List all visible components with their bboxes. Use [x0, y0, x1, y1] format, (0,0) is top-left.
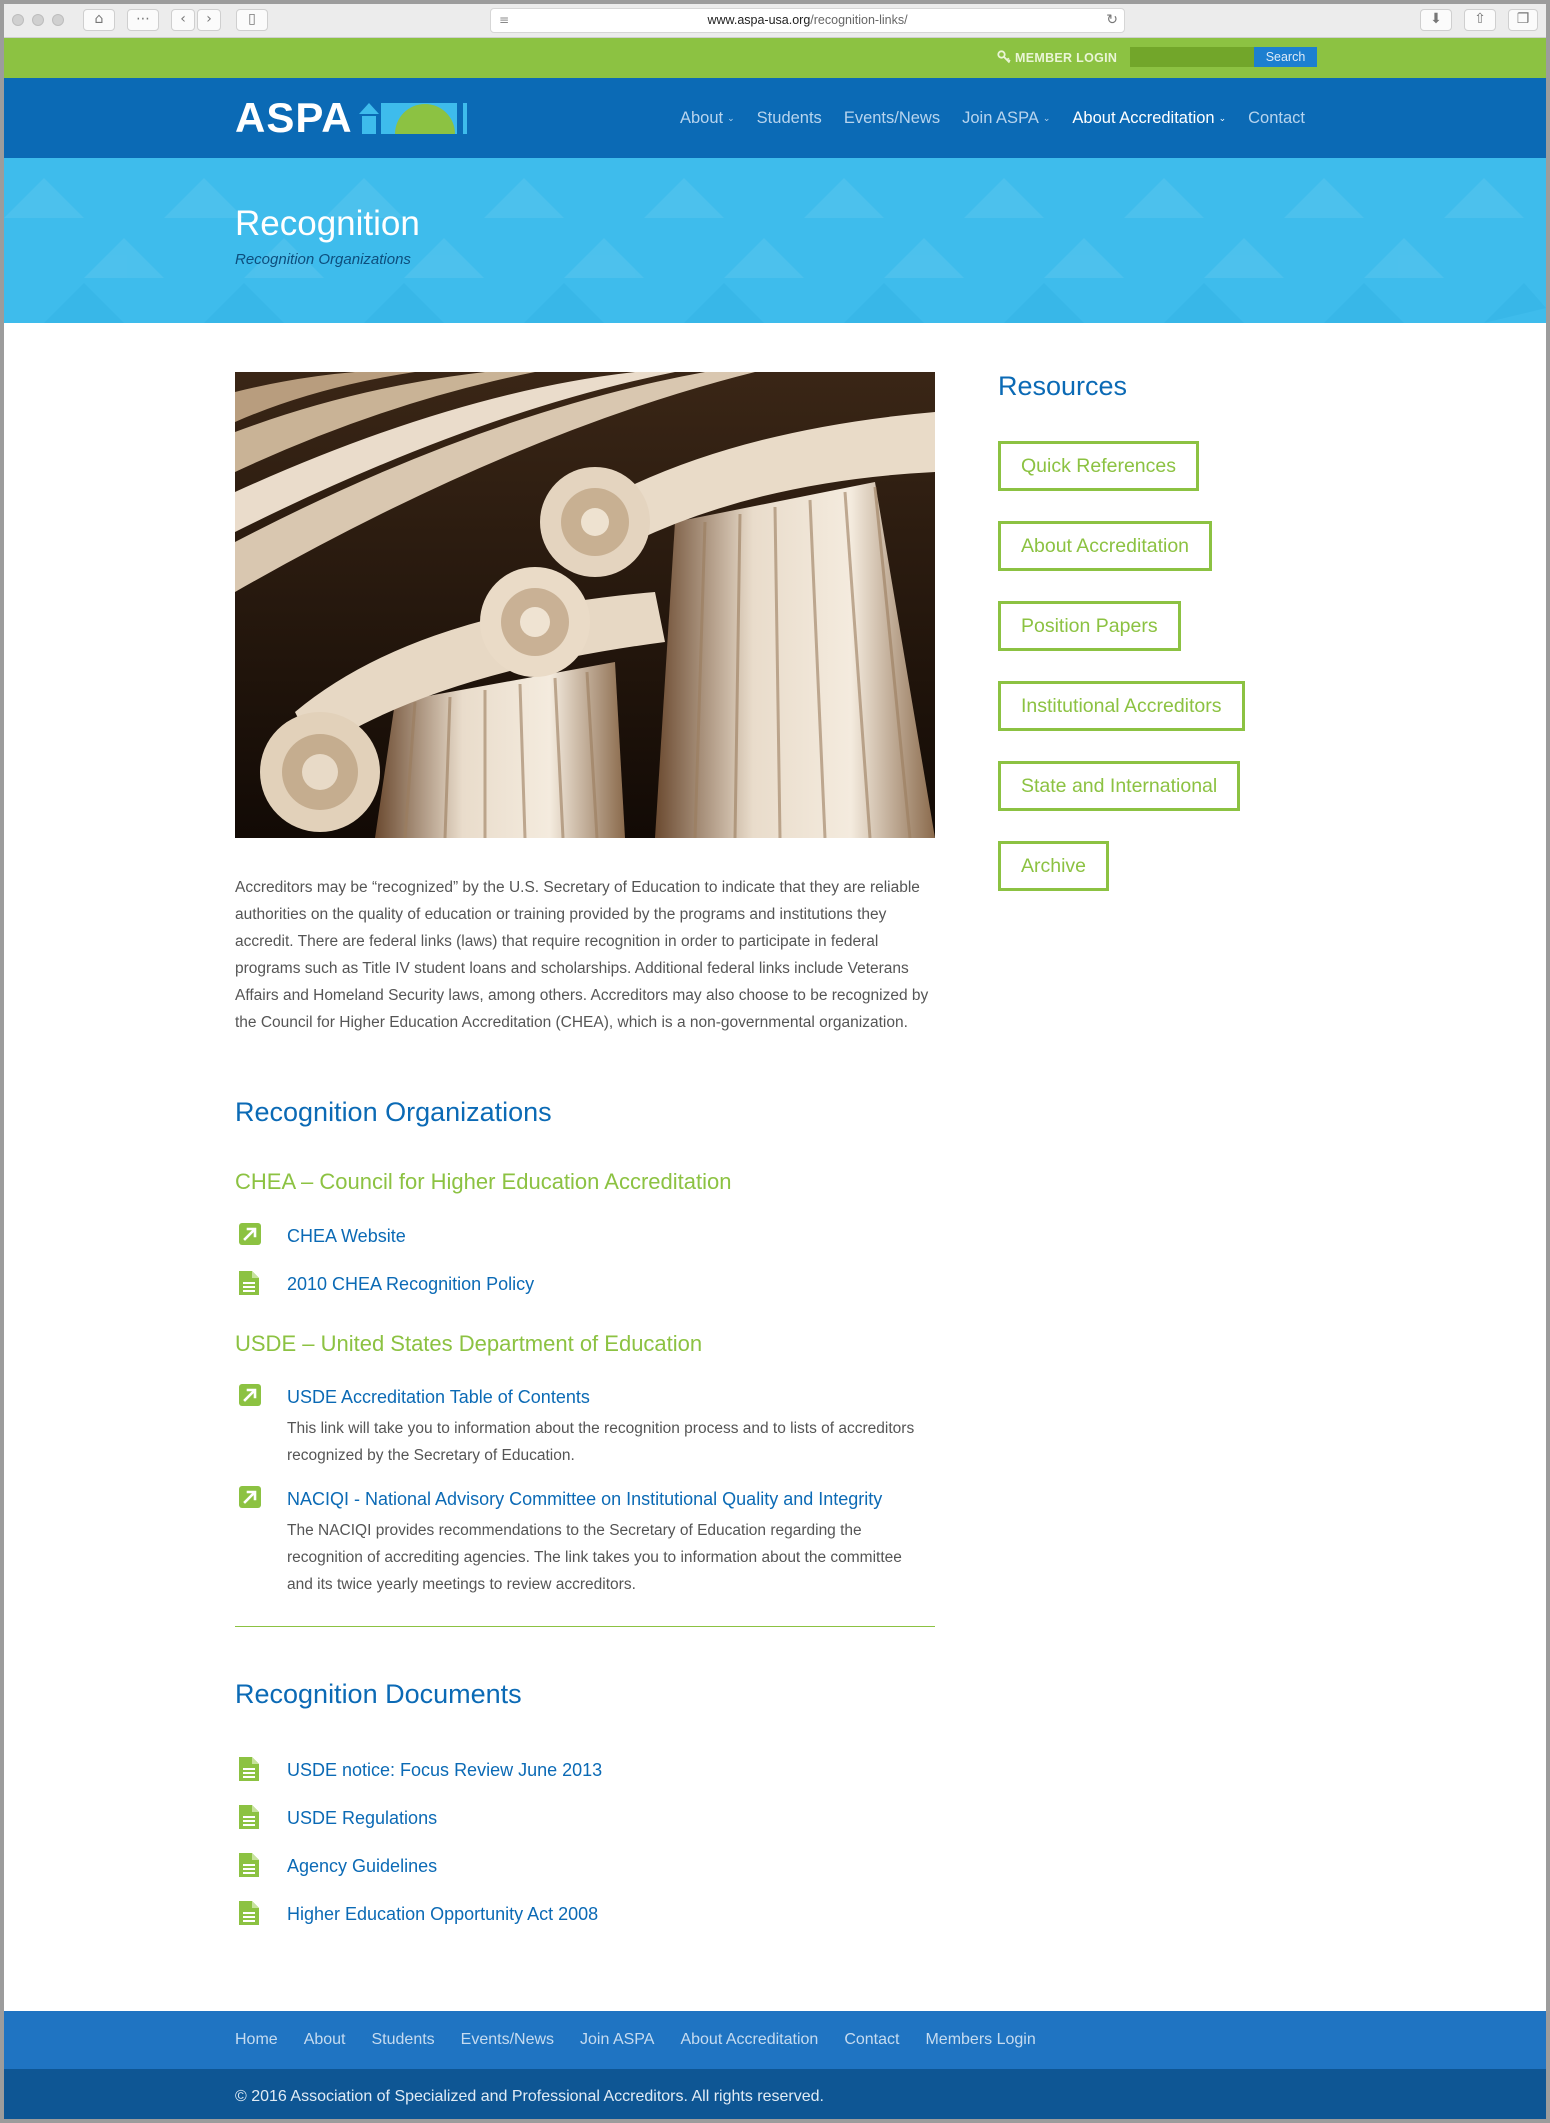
window-minimize-button[interactable] — [32, 14, 44, 26]
link-description: This link will take you to information about the recognition process and to lists of accreditors recognized by the Secretary of Education. — [287, 1420, 915, 1464]
page-subtitle: Recognition Organizations — [235, 251, 411, 268]
usde-heading: USDE – United States Department of Education — [235, 1331, 703, 1356]
share-icon[interactable]: ⇧ — [1464, 9, 1496, 31]
nav-item-about-accreditation[interactable] — [1072, 109, 1226, 128]
tabs-icon[interactable]: ❐ — [1508, 9, 1538, 31]
url-domain: www.aspa-usa.org — [707, 13, 811, 27]
document-icon — [239, 1271, 261, 1295]
resource-link[interactable]: Agency Guidelines — [287, 1856, 438, 1876]
sidebar-icon[interactable]: ▯ — [236, 9, 268, 31]
resource-button-institutional-accreditors[interactable]: Institutional Accreditors — [998, 681, 1245, 731]
member-login-label: MEMBER LOGIN — [1015, 51, 1118, 65]
resource-link[interactable]: NACIQI - National Advisory Committee on Institutional Quality and Integrity — [287, 1489, 883, 1509]
resource-button-quick-references[interactable]: Quick References — [998, 441, 1199, 491]
member-login-link[interactable] — [997, 50, 1117, 65]
search-input[interactable] — [1130, 47, 1256, 67]
resource-button-state-and-international[interactable]: State and International — [998, 761, 1240, 811]
nav-item-label: About — [680, 108, 724, 127]
resource-link[interactable]: USDE notice: Focus Review June 2013 — [287, 1760, 603, 1780]
nav-item-label: Join ASPA — [962, 108, 1039, 127]
browser-toolbar — [4, 4, 1546, 38]
logo-mark-icon — [359, 100, 469, 136]
footer-link-about-accreditation[interactable]: About Accreditation — [680, 2031, 819, 2048]
chevron-down-icon: ⌄ — [1218, 113, 1227, 124]
intro-paragraph: Accreditors may be “recognized” by the U.S. Secretary of Education to indicate that they are reliable authorities on the quality of education or training provided by the programs and institutions they accredit. There are federal links (laws) that require recognition in order to participate in federal programs such as Title IV student loans and scholarships. Additional federal links include Veterans Affairs and Homeland Security laws, among others. Accreditors may also choose to be recognized by the Council for Higher Education Accreditation (CHEA), which is a non-governmental organization. — [235, 879, 929, 1031]
search-button[interactable]: Search — [1254, 47, 1317, 67]
resources-heading: Resources — [998, 371, 1128, 401]
document-icon — [239, 1757, 261, 1781]
home-icon[interactable]: ⌂ — [83, 9, 115, 31]
nav-item-label: Students — [756, 108, 822, 127]
reload-icon[interactable]: ↻ — [1106, 12, 1118, 28]
footer-link-members-login[interactable]: Members Login — [925, 2031, 1036, 2048]
nav-item-join-aspa[interactable] — [962, 109, 1050, 128]
resource-link[interactable]: USDE Regulations — [287, 1808, 438, 1828]
nav-item-students[interactable] — [757, 109, 822, 128]
nav-item-about[interactable] — [680, 109, 735, 128]
logo-text: ASPA — [235, 94, 353, 141]
nav-item-label: Contact — [1248, 108, 1306, 127]
footer-link-about[interactable]: About — [303, 2031, 346, 2048]
resource-button-archive[interactable]: Archive — [998, 841, 1109, 891]
document-icon — [239, 1805, 261, 1829]
apps-grid-icon[interactable]: ⋯ — [127, 9, 159, 31]
resource-link[interactable]: Higher Education Opportunity Act 2008 — [287, 1904, 599, 1924]
resource-link[interactable]: 2010 CHEA Recognition Policy — [287, 1274, 535, 1294]
download-icon[interactable]: ⬇ — [1420, 9, 1452, 31]
address-bar[interactable] — [490, 8, 1125, 33]
window-close-button[interactable] — [12, 14, 24, 26]
footer-nav-bar — [4, 2011, 1546, 2069]
page-title: Recognition — [235, 204, 420, 243]
external-link-icon — [239, 1384, 261, 1408]
nav-item-events-news[interactable] — [844, 109, 940, 128]
nav-item-contact[interactable] — [1248, 109, 1305, 128]
external-link-icon — [239, 1223, 261, 1247]
window-zoom-button[interactable] — [52, 14, 64, 26]
reader-menu-icon[interactable]: ≡ — [499, 13, 510, 27]
footer-link-students[interactable]: Students — [371, 2031, 435, 2048]
footer-link-contact[interactable]: Contact — [844, 2031, 900, 2048]
site-header — [4, 78, 1546, 158]
utility-bar — [4, 38, 1546, 78]
resource-button-position-papers[interactable]: Position Papers — [998, 601, 1181, 651]
resource-link[interactable]: CHEA Website — [287, 1226, 406, 1246]
resource-button-about-accreditation[interactable]: About Accreditation — [998, 521, 1212, 571]
external-link-icon — [239, 1486, 261, 1510]
document-icon — [239, 1853, 261, 1877]
key-icon — [997, 50, 1011, 64]
chevron-down-icon: ⌄ — [1042, 113, 1051, 124]
section-divider — [235, 1626, 935, 1627]
site-logo[interactable] — [235, 94, 469, 141]
link-description: The NACIQI provides recommendations to the Secretary of Education regarding the recognition of accrediting agencies. The link takes you to information about the committee and its twice yearly meetings to review accreditors. — [287, 1522, 902, 1593]
document-icon — [239, 1901, 261, 1925]
back-icon[interactable]: ‹ — [171, 9, 195, 31]
chea-heading: CHEA – Council for Higher Education Accreditation — [235, 1169, 732, 1194]
resource-link[interactable]: USDE Accreditation Table of Contents — [287, 1387, 590, 1407]
main-nav — [680, 78, 1327, 158]
recognition-organizations-heading: Recognition Organizations — [235, 1097, 552, 1127]
footer-link-home[interactable]: Home — [235, 2031, 278, 2048]
footer-nav — [235, 2011, 1062, 2069]
chevron-down-icon: ⌄ — [727, 113, 735, 124]
copyright-text: © 2016 Association of Specialized and Professional Accreditors. All rights reserved. — [235, 2088, 824, 2105]
nav-item-label: Events/News — [843, 108, 941, 127]
url-path: /recognition-links/ — [810, 13, 908, 27]
footer-link-events-news[interactable]: Events/News — [460, 2031, 555, 2048]
recognition-documents-heading: Recognition Documents — [235, 1679, 522, 1709]
page-hero — [4, 158, 1546, 323]
columns-photo — [235, 372, 935, 838]
footer-copyright-bar — [4, 2069, 1546, 2123]
forward-icon[interactable]: › — [197, 9, 221, 31]
footer-link-join-aspa[interactable]: Join ASPA — [580, 2031, 655, 2048]
nav-item-label: About Accreditation — [1072, 108, 1215, 127]
